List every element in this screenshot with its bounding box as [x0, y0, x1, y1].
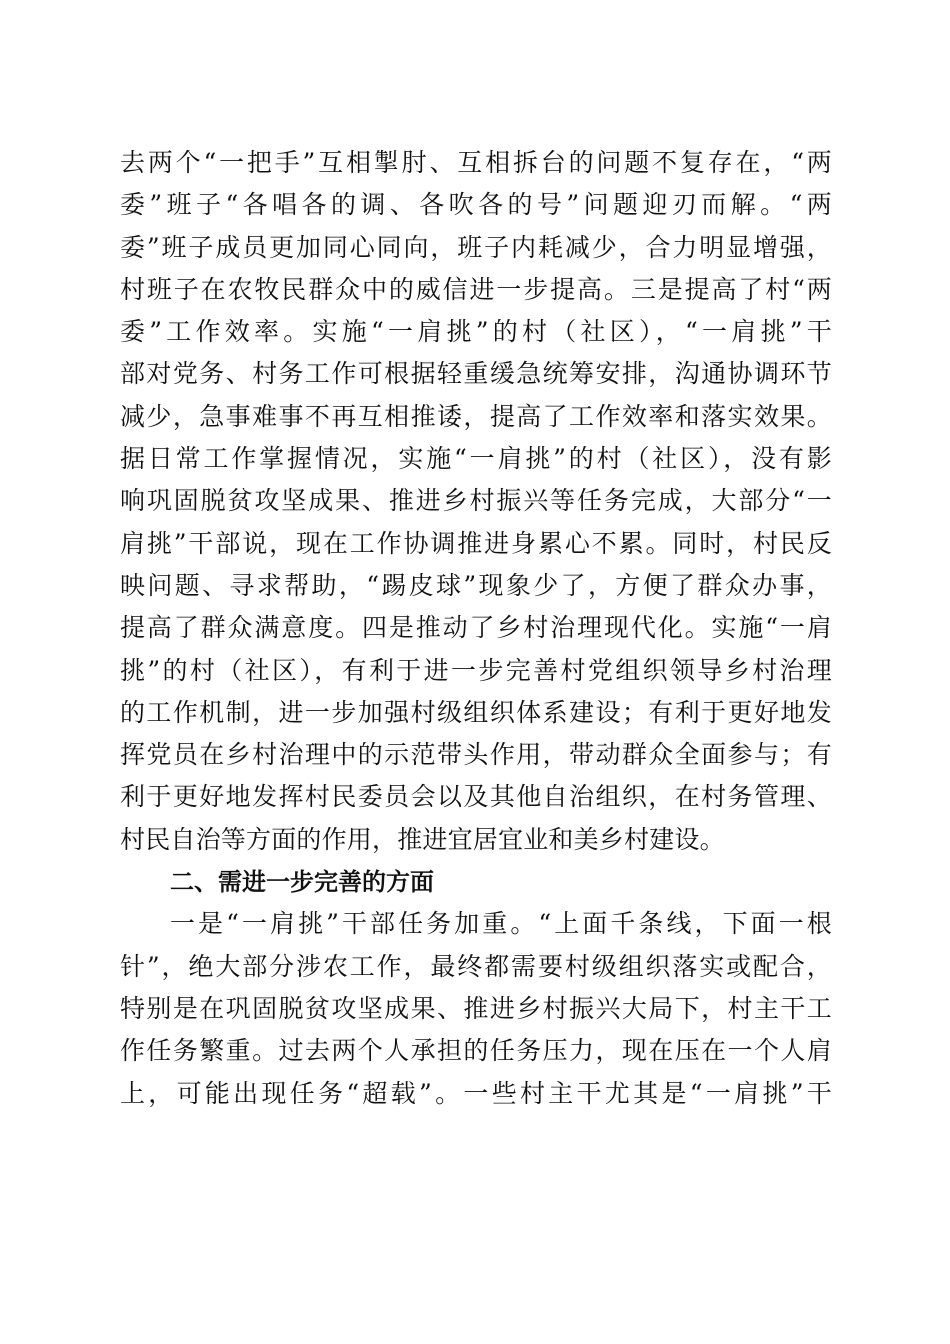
section-heading: 二、需进一步完善的方面: [170, 868, 434, 897]
text-line: 提高了群众满意度。四是推动了乡村治理现代化。实施“一肩: [120, 613, 832, 643]
text-line: 利于更好地发挥村民委员会以及其他自治组织，在村务管理、: [120, 782, 832, 812]
text-line: 村民自治等方面的作用，推进宜居宜业和美乡村建设。: [120, 824, 725, 854]
text-line: 据日常工作掌握情况，实施“一肩挑”的村（社区），没有影: [120, 444, 832, 474]
text-line: 去两个“一把手”互相掣肘、互相拆台的问题不复存在，“两: [120, 148, 832, 177]
text-line: 委”班子成员更加同心同向，班子内耗减少，合力明显增强，: [120, 232, 832, 262]
text-line: 肩挑”干部说，现在工作协调推进身累心不累。同时，村民反: [120, 528, 832, 558]
body-text: [120, 142, 832, 1115]
text-line: 委”工作效率。实施“一肩挑”的村（社区），“一肩挑”干: [120, 317, 832, 347]
text-line: 挥党员在乡村治理中的示范带头作用，带动群众全面参与；有: [120, 740, 832, 770]
text-line: 特别是在巩固脱贫攻坚成果、推进乡村振兴大局下，村主干工: [120, 993, 832, 1023]
text-line: 挑”的村（社区），有利于进一步完善村党组织领导乡村治理: [120, 655, 832, 685]
text-line: 的工作机制，进一步加强村级组织体系建设；有利于更好地发: [120, 697, 832, 727]
text-line: 响巩固脱贫攻坚成果、推进乡村振兴等任务完成，大部分“一: [120, 486, 832, 516]
text-line: 委”班子“各唱各的调、各吹各的号”问题迎刃而解。“两: [120, 190, 832, 220]
text-line: 针”，绝大部分涉农工作，最终都需要村级组织落实或配合，: [120, 951, 832, 981]
text-line: 作任务繁重。过去两个人承担的任务压力，现在压在一个人肩: [120, 1036, 832, 1066]
text-line: 映问题、寻求帮助，“踢皮球”现象少了，方便了群众办事，: [120, 570, 832, 600]
text-line: 上，可能出现任务“超载”。一些村主干尤其是“一肩挑”干: [120, 1078, 832, 1108]
text-line: 部对党务、村务工作可根据轻重缓急统筹安排，沟通协调环节: [120, 359, 832, 389]
text-line: 减少，急事难事不再互相推诿，提高了工作效率和落实效果。: [120, 401, 832, 431]
text-line: 一是“一肩挑”干部任务加重。“上面千条线，下面一根: [170, 909, 832, 939]
text-line: 村班子在农牧民群众中的威信进一步提高。三是提高了村“两: [120, 274, 832, 304]
